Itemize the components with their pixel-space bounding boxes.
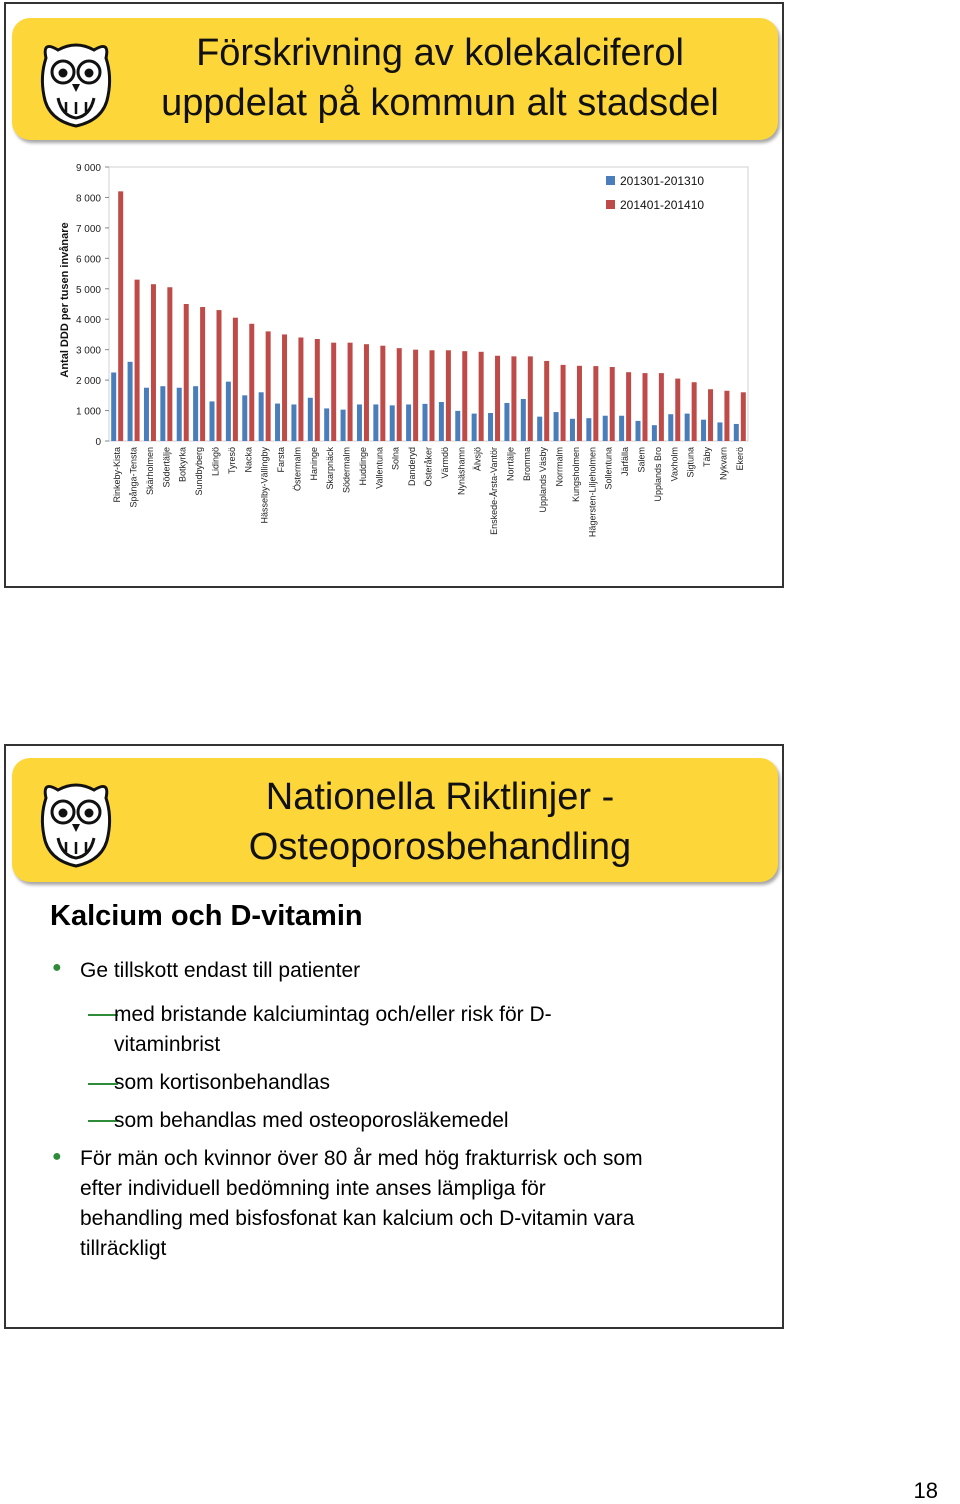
x-tick-label: Södermalm xyxy=(341,447,352,494)
x-tick-label: Älvsjö xyxy=(472,447,483,472)
x-tick-label: Botkyrka xyxy=(177,447,188,483)
x-tick-label: Nykvarn xyxy=(718,447,729,481)
x-tick-label: Bromma xyxy=(521,447,532,482)
x-tick-label: Sollentuna xyxy=(603,447,614,490)
bar-series-1 xyxy=(586,418,591,441)
slide-title xyxy=(122,772,758,872)
bar-series-1 xyxy=(357,404,362,441)
bar-series-1 xyxy=(111,373,116,442)
bar-series-1 xyxy=(537,417,542,441)
bar-series-1 xyxy=(423,404,428,441)
bar-series-1 xyxy=(701,420,706,441)
y-tick-label: 6 000 xyxy=(75,254,101,266)
bar-series-1 xyxy=(324,408,329,441)
bar-series-1 xyxy=(275,404,280,441)
y-tick-label: 1 000 xyxy=(75,406,101,418)
bar-series-2 xyxy=(200,307,205,441)
x-tick-label: Skärholmen xyxy=(144,447,155,496)
bar-series-1 xyxy=(570,419,575,441)
bar-series-2 xyxy=(724,391,729,441)
bar-series-2 xyxy=(331,343,336,441)
bar-series-2 xyxy=(118,191,123,441)
bar-series-2 xyxy=(167,287,172,441)
bar-series-1 xyxy=(177,388,182,441)
bullet-2-line-4: tillräckligt xyxy=(80,1237,167,1260)
bar-series-1 xyxy=(636,421,641,441)
title-line-2: uppdelat på kommun alt stadsdel xyxy=(161,82,719,124)
bullet-1: Ge tillskott endast till patienter xyxy=(80,959,361,982)
bar-series-2 xyxy=(495,356,500,441)
x-tick-label: Solna xyxy=(390,447,401,471)
x-tick-label: Vaxholm xyxy=(669,447,680,482)
bullet-2-line-1: För män och kvinnor över 80 år med hög frakturrisk och som xyxy=(80,1147,643,1170)
legend-swatch xyxy=(606,200,615,209)
bar-series-2 xyxy=(266,331,271,441)
title-line-1: Förskrivning av kolekalciferol xyxy=(196,32,684,74)
bar-series-1 xyxy=(373,404,378,441)
legend-entry: 201301-201310 xyxy=(620,174,705,188)
slide-kolekalciferol xyxy=(4,2,784,588)
bar-series-1 xyxy=(406,404,411,441)
x-tick-label: Nynäshamn xyxy=(456,447,467,496)
bar-series-2 xyxy=(233,318,238,441)
sub-bullet-1-line-1: med bristande kalciumintag och/eller risk för D- xyxy=(114,1003,552,1026)
bar-series-2 xyxy=(626,372,631,441)
x-tick-label: Norrtälje xyxy=(505,447,516,482)
x-tick-label: Österåker xyxy=(423,447,434,487)
x-tick-label: Sigtuna xyxy=(685,447,696,478)
sub-bullet-1-line-2: vitaminbrist xyxy=(114,1033,221,1056)
y-tick-label: 5 000 xyxy=(75,284,101,296)
bar-series-2 xyxy=(528,356,533,441)
y-tick-label: 7 000 xyxy=(75,223,101,235)
bar-series-2 xyxy=(446,350,451,441)
y-tick-label: 8 000 xyxy=(75,193,101,205)
x-tick-label: Upplands Bro xyxy=(652,447,663,502)
x-tick-label: Nacka xyxy=(243,447,254,473)
bar-series-1 xyxy=(259,392,264,441)
x-tick-label: Hägersten-Liljeholmen xyxy=(587,447,598,538)
bar-series-1 xyxy=(619,416,624,441)
sub-bullet-3: som behandlas med osteoporosläkemedel xyxy=(114,1109,509,1132)
bar-series-2 xyxy=(135,280,140,441)
x-tick-label: Lidingö xyxy=(210,447,221,477)
y-tick-label: 0 xyxy=(95,437,101,448)
sub-bullet-2: som kortisonbehandlas xyxy=(114,1071,330,1094)
x-tick-label: Danderyd xyxy=(407,447,418,487)
bar-series-1 xyxy=(472,414,477,441)
bar-series-2 xyxy=(217,310,222,441)
bar-series-2 xyxy=(364,344,369,441)
bar-series-1 xyxy=(603,416,608,441)
y-tick-label: 3 000 xyxy=(75,345,101,357)
bar-series-2 xyxy=(708,389,713,441)
bullet-2-line-3: behandling med bisfosfonat kan kalcium och D-vitamin vara xyxy=(80,1207,635,1230)
x-tick-label: Vallentuna xyxy=(374,447,385,489)
bar-series-2 xyxy=(151,284,156,441)
bullet-2-line-2: efter individuell bedömning inte anses lämpliga för xyxy=(80,1177,546,1200)
bar-series-2 xyxy=(692,382,697,441)
bar-series-1 xyxy=(226,382,231,441)
title-banner xyxy=(12,758,778,882)
bar-series-1 xyxy=(210,401,215,441)
x-tick-label: Skarpnäck xyxy=(325,447,336,490)
x-tick-label: Sundbyberg xyxy=(194,447,205,496)
bar-series-1 xyxy=(521,399,526,441)
bar-series-2 xyxy=(643,373,648,441)
x-tick-label: Spånga-Tensta xyxy=(128,447,139,508)
bar-series-2 xyxy=(675,379,680,441)
x-tick-label: Rinkeby-Kista xyxy=(112,447,123,503)
bar-series-1 xyxy=(717,422,722,441)
x-tick-label: Enskede-Årsta-Vantör xyxy=(489,447,500,535)
bar-series-1 xyxy=(734,424,739,441)
bar-series-1 xyxy=(504,403,509,441)
x-tick-label: Salem xyxy=(636,447,647,473)
title-banner xyxy=(12,18,778,140)
bar-series-1 xyxy=(488,413,493,441)
x-tick-label: Tyresö xyxy=(226,447,237,475)
bar-series-1 xyxy=(390,405,395,441)
bullet-2 xyxy=(80,1144,643,1264)
bar-series-1 xyxy=(242,395,247,441)
owl-logo-icon xyxy=(36,36,116,128)
x-tick-label: Järfälla xyxy=(620,447,631,477)
bar-series-1 xyxy=(128,362,133,441)
bar-series-2 xyxy=(593,366,598,441)
bar-series-2 xyxy=(282,334,287,441)
x-tick-label: Norrmalm xyxy=(554,447,565,487)
x-tick-label: Hässelby-Vällingby xyxy=(259,447,270,524)
bar-series-1 xyxy=(455,411,460,441)
bar-series-2 xyxy=(544,361,549,441)
owl-logo-icon xyxy=(36,776,116,868)
bar-series-1 xyxy=(291,404,296,441)
page-number: 18 xyxy=(913,1478,938,1503)
x-tick-label: Södertälje xyxy=(161,447,172,488)
slide-riktlinjer xyxy=(4,744,784,1329)
x-tick-label: Kungsholmen xyxy=(570,447,581,503)
bar-series-2 xyxy=(315,339,320,441)
x-tick-label: Haninge xyxy=(308,447,319,481)
bar-series-2 xyxy=(249,324,254,441)
title-line-1: Nationella Riktlinjer - xyxy=(265,776,615,818)
bar-series-2 xyxy=(577,366,582,441)
x-tick-label: Täby xyxy=(702,447,713,468)
y-axis-label: Antal DDD per tusen invånare xyxy=(59,222,71,378)
slide-title xyxy=(122,28,758,128)
bar-series-2 xyxy=(397,348,402,441)
x-tick-label: Farsta xyxy=(276,447,287,473)
bar-series-1 xyxy=(554,412,559,441)
bar-series-2 xyxy=(659,373,664,441)
bar-series-2 xyxy=(561,365,566,441)
x-tick-label: Upplands Väsby xyxy=(538,447,549,513)
title-line-2: Osteoporosbehandling xyxy=(248,826,632,868)
bar-chart xyxy=(6,154,782,586)
sub-bullet-1 xyxy=(114,1000,552,1060)
bar-series-1 xyxy=(160,386,165,441)
bullet-dot: ● xyxy=(52,1148,62,1165)
bar-series-2 xyxy=(462,351,467,441)
bar-series-2 xyxy=(610,367,615,441)
bar-series-2 xyxy=(741,392,746,441)
bullet-dot: ● xyxy=(52,959,62,976)
bar-series-1 xyxy=(668,414,673,441)
bar-series-2 xyxy=(184,304,189,441)
bar-series-2 xyxy=(413,350,418,441)
x-tick-label: Värmdö xyxy=(439,447,450,479)
bar-series-1 xyxy=(652,425,657,441)
bar-series-2 xyxy=(348,343,353,441)
bar-series-1 xyxy=(341,410,346,441)
bar-series-1 xyxy=(439,402,444,441)
bar-series-2 xyxy=(511,356,516,441)
bar-series-1 xyxy=(144,388,149,441)
bar-series-1 xyxy=(193,386,198,441)
y-tick-label: 4 000 xyxy=(75,315,101,327)
bar-series-2 xyxy=(298,337,303,441)
legend-swatch xyxy=(606,176,615,185)
bar-series-2 xyxy=(430,350,435,441)
bar-series-1 xyxy=(685,414,690,441)
x-tick-label: Östermalm xyxy=(292,447,303,492)
subheading: Kalcium och D-vitamin xyxy=(50,900,363,932)
x-tick-label: Huddinge xyxy=(357,447,368,486)
bar-series-2 xyxy=(479,352,484,441)
y-tick-label: 9 000 xyxy=(75,163,101,174)
bar-series-1 xyxy=(308,398,313,441)
y-tick-label: 2 000 xyxy=(75,376,101,388)
legend-entry: 201401-201410 xyxy=(620,198,705,212)
x-tick-label: Ekerö xyxy=(734,447,745,471)
bar-series-2 xyxy=(380,346,385,441)
